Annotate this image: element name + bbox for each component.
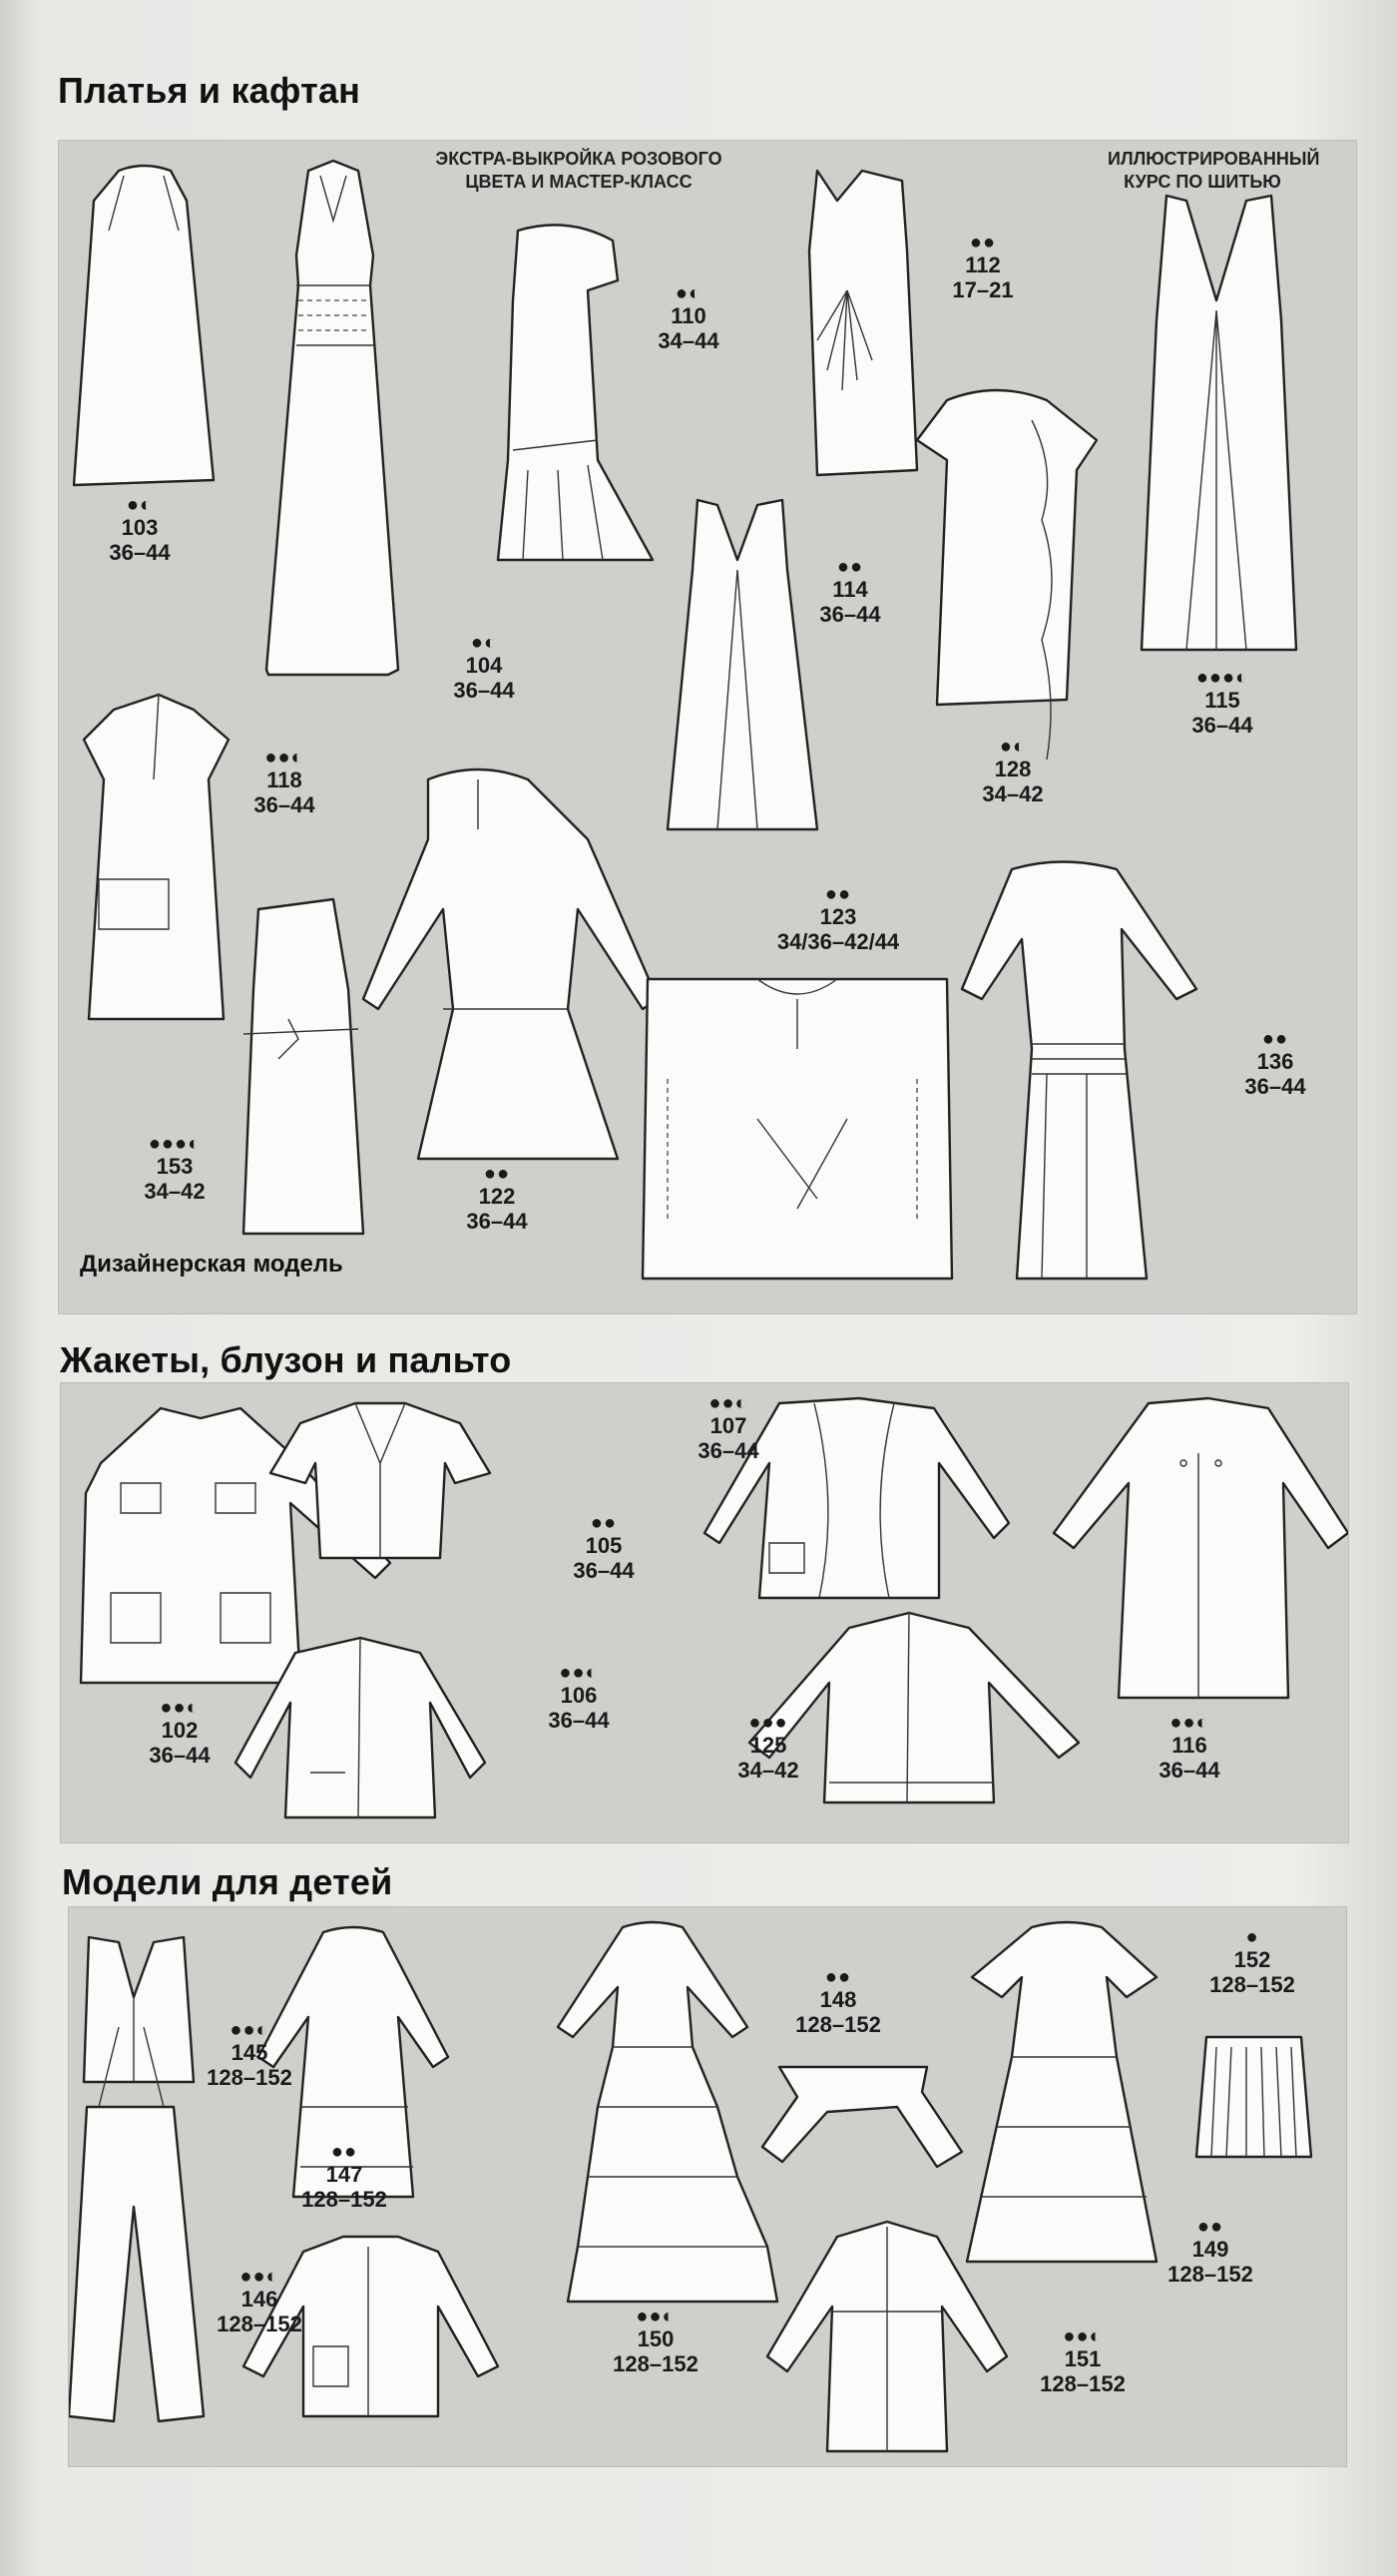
dress-104-drawing [266,161,398,675]
dress-149-drawing [967,1922,1157,2262]
kaftan-123-drawing [643,979,952,1279]
model-151-label: ●●◐ 151 128–152 [1040,2325,1126,2397]
model-145-label: ●●◐ 145 128–152 [207,2019,292,2091]
extra-pattern-note: ЭКСТРА-ВЫКРОЙКА РОЗОВОГО ЦВЕТА И МАСТЕР-КЛАСС [435,149,722,192]
illustrated-course-note: ИЛЛЮСТРИРОВАННЫЙ КУРС ПО ШИТЬЮ [1108,149,1320,192]
model-106-label: ●●◐ 106 36–44 [548,1662,610,1734]
section-title-kids: Модели для детей [62,1861,393,1902]
model-136-label: ●● 136 36–44 [1244,1028,1306,1100]
section-title-jackets: Жакеты, блузон и пальто [60,1339,512,1380]
model-112-label: ●● 112 17–21 [952,232,1014,303]
designer-model-label: Дизайнерская модель [80,1251,343,1278]
model-148-label: ●● 148 128–152 [795,1966,881,2038]
model-114-label: ●● 114 36–44 [819,556,881,628]
kids-panel [68,1906,1347,2467]
belt-148-drawing [762,2067,962,2167]
coat-116-drawing [1054,1398,1348,1698]
model-125-label: ●●● 125 34–42 [737,1712,799,1784]
model-122-label: ●● 122 36–44 [466,1163,528,1235]
dress-153-drawing [243,899,363,1234]
model-107-label: ●●◐ 107 36–44 [698,1392,759,1464]
dress-110-drawing [498,225,653,560]
dress-148-drawing [558,1922,777,2302]
model-105-label: ●● 105 36–44 [573,1512,635,1584]
dress-115-drawing [1142,196,1296,650]
blouse-105-drawing [270,1403,490,1558]
model-152-label: ● 152 128–152 [1209,1926,1295,1998]
model-149-label: ●● 149 128–152 [1167,2216,1253,2288]
dress-114-drawing [668,500,817,829]
dress-128-drawing [917,390,1097,760]
dress-103-drawing [74,166,214,485]
model-102-label: ●●◐ 102 36–44 [149,1697,211,1769]
section-title-dresses: Платья и кафтан [58,70,361,111]
trousers-146-drawing [69,2027,204,2421]
model-128-label: ●◐ 128 34–42 [982,736,1044,807]
vest-145-drawing [84,1937,194,2082]
model-147-label: ●● 147 128–152 [301,2141,387,2213]
model-123-label: ●● 123 34/36–42/44 [776,883,900,955]
dress-118-drawing [84,695,229,1019]
model-103-label: ●◐ 103 36–44 [109,494,171,566]
model-146-label: ●●◐ 146 128–152 [217,2266,302,2337]
dress-112-drawing [809,171,917,475]
model-110-label: ●◐ 110 34–44 [658,282,719,354]
dress-136-drawing [962,862,1196,1280]
model-150-label: ●●◐ 150 128–152 [613,2306,698,2377]
model-116-label: ●●◐ 116 36–44 [1159,1712,1220,1784]
model-115-label: ●●●◐ 115 36–44 [1191,667,1253,739]
skirt-152-drawing [1196,2037,1311,2157]
kids-illustrations [69,1907,1346,2466]
dress-122-drawing [363,770,658,1159]
model-153-label: ●●●◐ 153 34–42 [144,1133,206,1205]
model-104-label: ●◐ 104 36–44 [453,632,515,704]
model-118-label: ●●◐ 118 36–44 [253,747,315,818]
